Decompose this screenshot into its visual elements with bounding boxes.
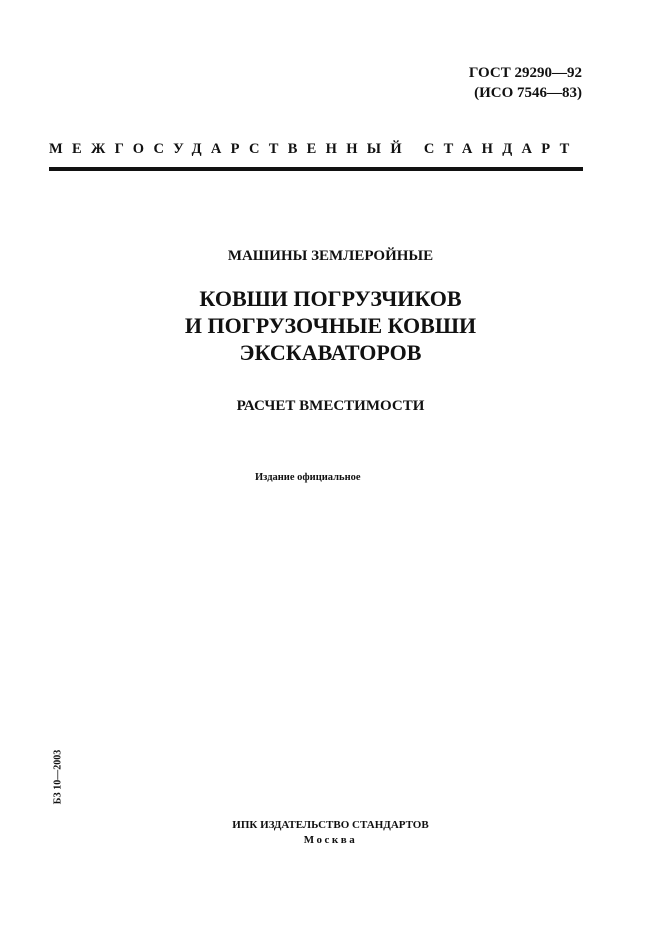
standard-type-heading: МЕЖГОСУДАРСТВЕННЫЙ СТАНДАРТ xyxy=(49,141,579,157)
document-category: МАШИНЫ ЗЕМЛЕРОЙНЫЕ xyxy=(227,248,434,264)
document-title xyxy=(0,285,661,366)
side-code-block xyxy=(46,732,70,822)
document-identifier xyxy=(469,63,582,103)
publisher-block xyxy=(0,818,661,848)
title-line: И ПОГРУЗОЧНЫЕ КОВШИ xyxy=(184,313,477,338)
side-code: БЗ 10—2003 xyxy=(52,749,64,805)
header-divider xyxy=(49,167,583,171)
title-line: ЭКСКАВАТОРОВ xyxy=(239,340,422,365)
iso-number: (ИСО 7546—83) xyxy=(474,85,582,101)
document-subtitle: РАСЧЕТ ВМЕСТИМОСТИ xyxy=(236,398,425,414)
edition-label: Издание официальное xyxy=(255,472,361,483)
gost-number: ГОСТ 29290—92 xyxy=(468,65,582,81)
publisher-name: ИПК ИЗДАТЕЛЬСТВО СТАНДАРТОВ xyxy=(232,819,429,831)
publisher-city: Москва xyxy=(303,834,358,846)
title-line: КОВШИ ПОГРУЗЧИКОВ xyxy=(199,286,462,311)
